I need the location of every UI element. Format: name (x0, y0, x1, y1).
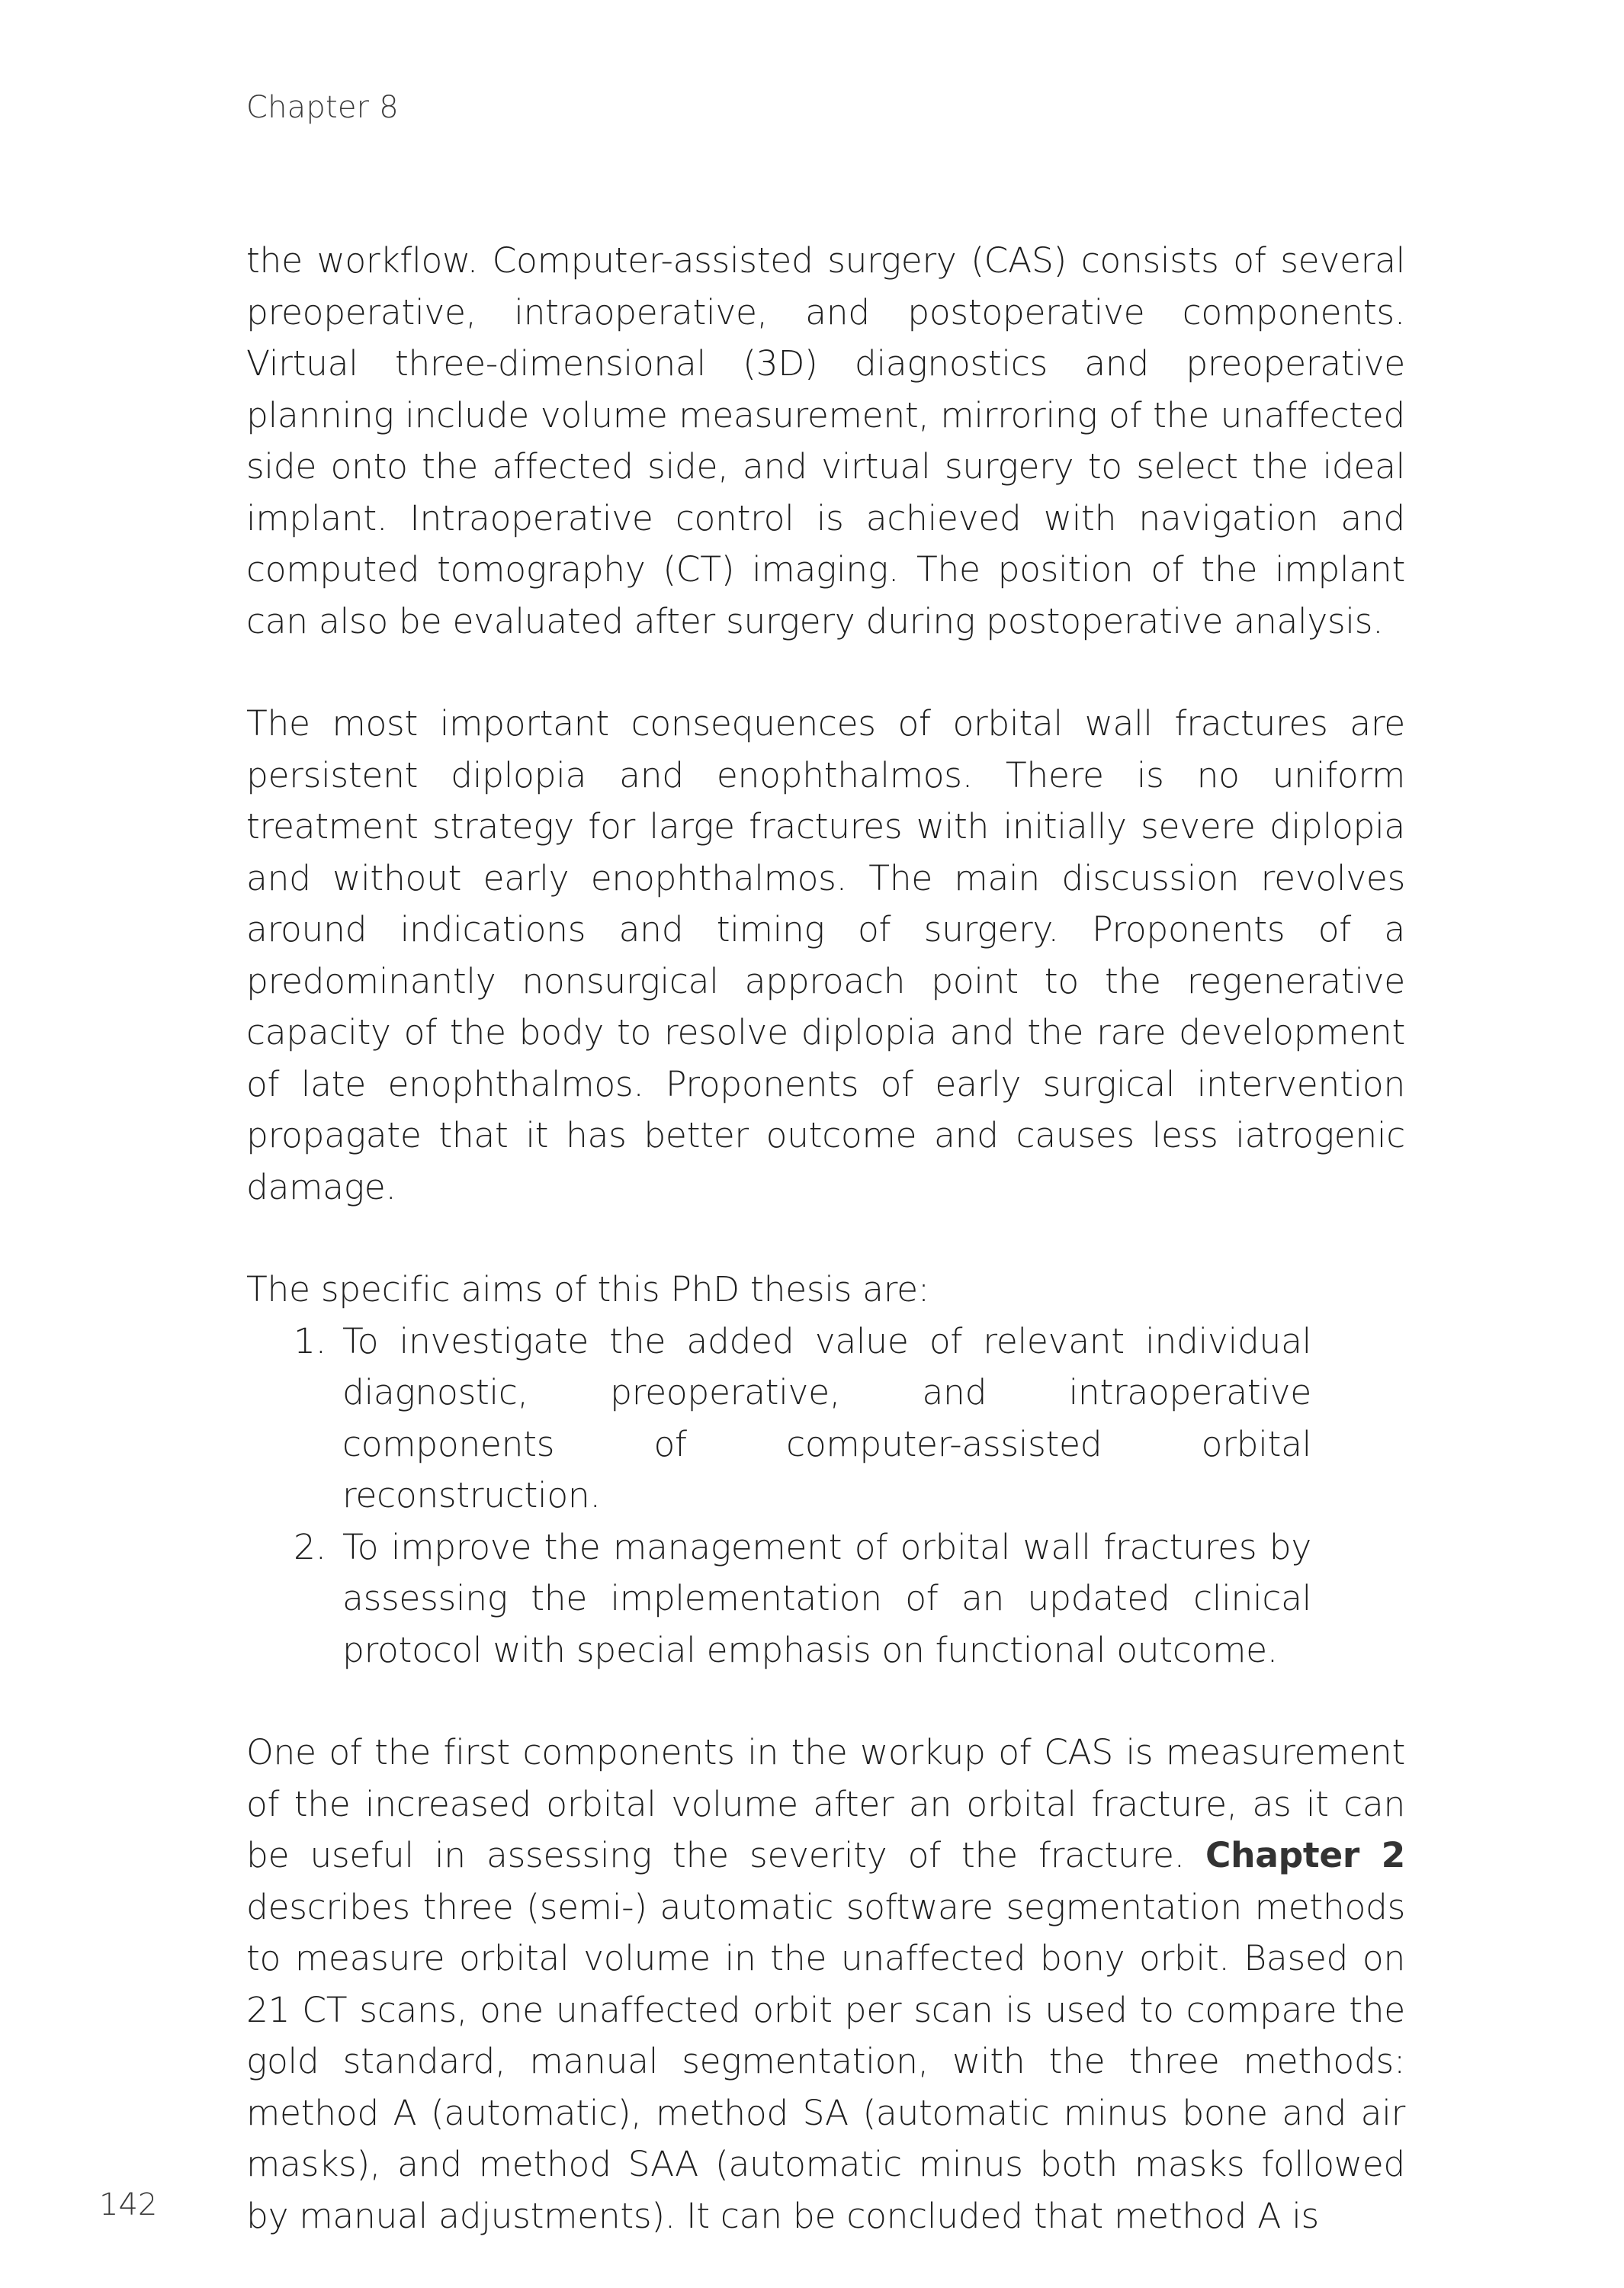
paragraph-gap (246, 647, 1405, 698)
aims-list (246, 1316, 1311, 1676)
page-content (246, 235, 1405, 2241)
paragraph-gap (246, 1676, 1405, 1727)
list-item-text: To improve the management of orbital wall fractures by assessing the implementation of an updated clinical protocol with special emphasis on functional outcome. (342, 1526, 1311, 1670)
page-number: 142 (99, 2187, 158, 2222)
aims-intro: The specific aims of this PhD thesis are: (246, 1269, 929, 1309)
paragraph-gap (246, 1213, 1405, 1264)
list-item (246, 1522, 1311, 1676)
paragraph-orbital-fracture-consequences: The most important consequences of orbital wall fractures are persistent diplopia and enophthalmos. There is no uniform treatment strategy for large fractures with initially severe diplopia and without early enophthalmos. The main discussion revolves around indications and timing of surgery. Proponents of a predominantly nonsurgical approach point to the regenerative capacity of the body to resolve diplopia and the rare development of late enophthalmos. Proponents of early surgical intervention propagate that it has better outcome and causes less iatrogenic damage. (246, 703, 1405, 1207)
list-item-number: 1. (294, 1320, 326, 1361)
running-header: Chapter 8 (246, 90, 399, 125)
paragraph-text: describes three (semi-) automatic software segmentation methods to measure orbital volume in the unaffected bony orbit. Based on 21 CT scans, one unaffected orbit per scan is used to compare the gold standard, manual segmentation, with the three methods: method A (automatic), method SA (automatic minus bone and air masks), and method SAA (automatic minus both masks followed by manual adjustments). It can be concluded that method A is (246, 1886, 1405, 2236)
list-item-text: To investigate the added value of relevant individual diagnostic, preoperative, and intraoperative components of computer-assisted orbital reconstruction. (342, 1320, 1311, 1515)
list-item (246, 1316, 1311, 1522)
paragraph-orbital-volume (246, 1727, 1405, 2241)
list-item-number: 2. (294, 1526, 326, 1567)
chapter-reference: Chapter 2 (1205, 1835, 1406, 1875)
paragraph-text: One of the first components in the workup of CAS is measurement of the increased orbital volume after an orbital fracture, as it can be useful in assessing the severity of the fracture. (246, 1732, 1405, 1875)
paragraph-cas-components: the workflow. Computer-assisted surgery (CAS) consists of several preoperative, intraoperative, and postoperative components. Virtual three-dimensional (3D) diagnostics and preoperative planning include volume measurement, mirroring of the unaffected side onto the affected side, and virtual surgery to select the ideal implant. Intraoperative control is achieved with navigation and computed tomography (CT) imaging. The position of the implant can also be evaluated after surgery during postoperative analysis. (246, 240, 1405, 641)
